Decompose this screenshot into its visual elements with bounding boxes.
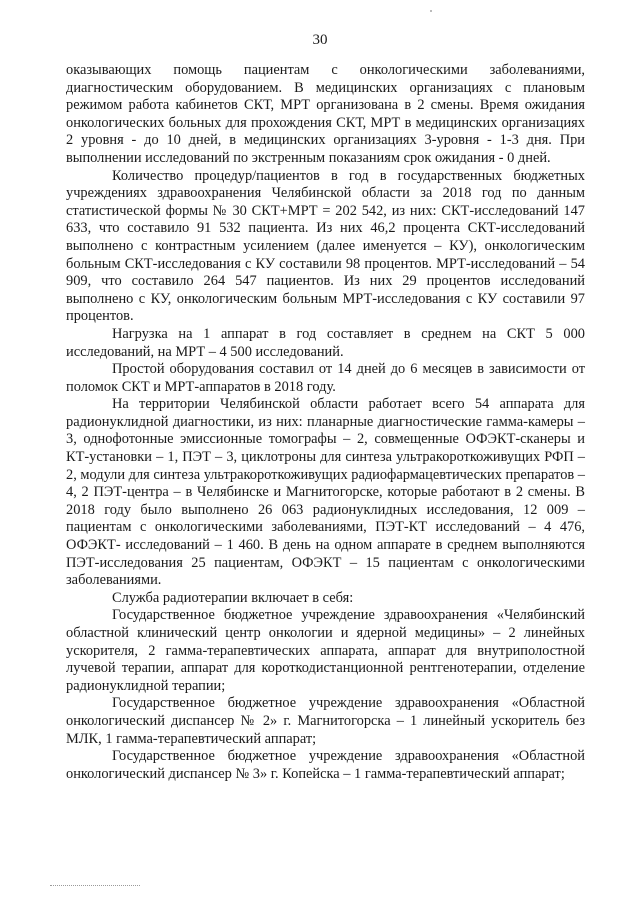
paragraph-radionuclide-diagnostics: На территории Челябинской области работает всего 54 аппарата для радионуклидной диагностики, из них: планарные диагностические гамма-камеры – 3, однофотонные эмиссионные томографы – 2, совмещенные ОФЭКТ-сканеры и КТ-установки – 1, ПЭТ – 3, циклотроны для синтеза ультракороткоживущих РФП – 2, модули для синтеза ультракороткоживущих радиофармацевтических препаратов – 4, 2 ПЭТ-центра – в Челябинске и Магнитогорске, которые работают в 2 смены. В 2018 году было выполнено 26 063 радионуклидных исследования, 12 009 – пациентам с онкологическими заболеваниями, ПЭТ-КТ исследований – 4 476, ОФЭКТ- исследований – 1 460. В день на одном аппарате в среднем выполняются ПЭТ-исследования 25 пациентам, ОФЭКТ – 15 пациентам с онкологическими заболеваниями. xyxy=(66,396,585,589)
paragraph-kopeysk-dispensary: Государственное бюджетное учреждение здравоохранения «Областной онкологический диспансер № 3» г. Копейска – 1 гамма-терапевтический аппарат; xyxy=(66,748,585,782)
paragraph-magnitogorsk-dispensary: Государственное бюджетное учреждение здравоохранения «Областной онкологический диспансер № 2» г. Магнитогорска – 1 линейный ускоритель без МЛК, 1 гамма-терапевтический аппарат; xyxy=(66,695,585,747)
scan-speck xyxy=(430,10,432,12)
paragraph-procedures-count: Количество процедур/пациентов в год в государственных бюджетных учреждениях здравоохранения Челябинской области за 2018 год по данным статистической формы № 30 СКТ+МРТ = 202 542, из них: СКТ-исследований 147 633, что составило 91 532 пациента. Из них 46,2 процента СКТ-исследований выполнено с контрастным усилением (далее именуется – КУ), онкологическим больным СКТ-исследования с КУ составили 98 процентов. МРТ-исследований – 54 909, что составило 264 547 пациентов. Из них 29 процентов исследований выполнено с КУ, онкологическим больным МРТ-исследования с КУ составили 97 процентов. xyxy=(66,167,585,325)
paragraph-equipment-load: Нагрузка на 1 аппарат в год составляет в среднем на СКТ 5 000 исследований, на МРТ – 4 500 исследований. xyxy=(66,325,585,360)
page-number: 30 xyxy=(312,32,328,48)
paragraph-continuation: оказывающих помощь пациентам с онкологическими заболеваниями, диагностическим оборудованием. В медицинских организациях с плановым режимом работа кабинетов СКТ, МРТ организована в 2 смены. Время ожидания онкологических больных для прохождения СКТ, МРТ в медицинских организациях 2 уровня - до 10 дней, в медицинских организациях 3-уровня - 1-3 дня. При выполнении исследований по экстренным показаниям срок ожидания - 0 дней. xyxy=(66,62,585,166)
paragraph-radiotherapy-intro: Служба радиотерапии включает в себя: xyxy=(112,589,354,606)
footer-dotted-line xyxy=(50,885,140,886)
paragraph-equipment-downtime: Простой оборудования составил от 14 дней до 6 месяцев в зависимости от поломок СКТ и МРТ-аппаратов в 2018 году. xyxy=(66,361,585,395)
document-body xyxy=(66,62,585,783)
paragraph-chelyabinsk-center: Государственное бюджетное учреждение здравоохранения «Челябинский областной клинический центр онкологии и ядерной медицины» – 2 линейных ускорителя, 2 гамма-терапевтических аппарата, аппарат для внутриполостной лучевой терапии, аппарат для короткодистанционной рентгенотерапии, отделение радионуклидной терапии; xyxy=(66,607,585,694)
